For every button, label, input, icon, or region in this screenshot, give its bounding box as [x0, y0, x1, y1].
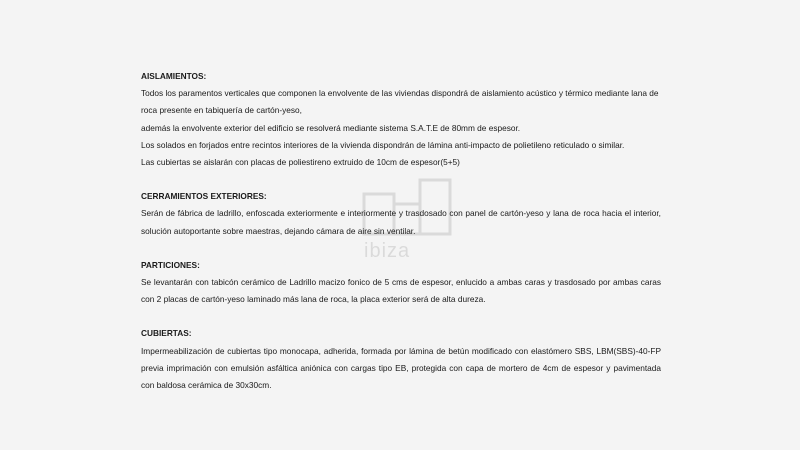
paragraph: Todos los paramentos verticales que componen la envolvente de las viviendas dispondrá de aislamiento acústico y térmico mediante lana de roca presente en tabiquería de cartón-yeso,	[141, 88, 659, 116]
section-particiones	[141, 257, 661, 309]
section-heading: PARTICIONES:	[141, 259, 200, 270]
paragraph: Impermeabilización de cubiertas tipo monocapa, adherida, formada por lámina de betún modificado con elastómero SBS, LBM(SBS)-40-FP previa imprimación con emulsión asfáltica aniónica con cargas tipo EB, protegida con capa de mortero de 4cm de espesor y pavimentada con baldosa cerámica de 30x30cm.	[141, 345, 661, 391]
paragraph: Las cubiertas se aislarán con placas de poliestireno extruido de 10cm de espesor(5+5)	[141, 157, 460, 168]
paragraph: Serán de fábrica de ladrillo, enfoscada exteriormente e interiormente y trasdosado con panel de cartón-yeso y lana de roca hacia el interior, solución autoportante sobre maestras, dejando cámara de aire sin ventilar.	[141, 208, 661, 236]
section-cubiertas	[141, 325, 661, 394]
section-cerramientos-exteriores	[141, 188, 661, 240]
section-heading: CERRAMIENTOS EXTERIORES:	[141, 191, 267, 202]
watermark-text: ibiza	[364, 240, 411, 262]
document-body	[141, 68, 661, 411]
section-aislamientos	[141, 68, 661, 171]
paragraph: además la envolvente exterior del edificio se resolverá mediante sistema S.A.T.E de 80mm de espesor.	[141, 122, 521, 133]
paragraph: Se levantarán con tabicón cerámico de Ladrillo macizo fonico de 5 cms de espesor, enlucido a ambas caras y trasdosado por ambas caras con 2 placas de cartón-yeso laminado más lana de roca, la placa exterior será de alta dureza.	[141, 277, 661, 305]
paragraph: Los solados en forjados entre recintos interiores de la vivienda dispondrán de lámina anti-impacto de polietileno reticulado o similar.	[141, 139, 625, 150]
section-heading: CUBIERTAS:	[141, 328, 192, 339]
section-heading: AISLAMIENTOS:	[141, 71, 207, 81]
